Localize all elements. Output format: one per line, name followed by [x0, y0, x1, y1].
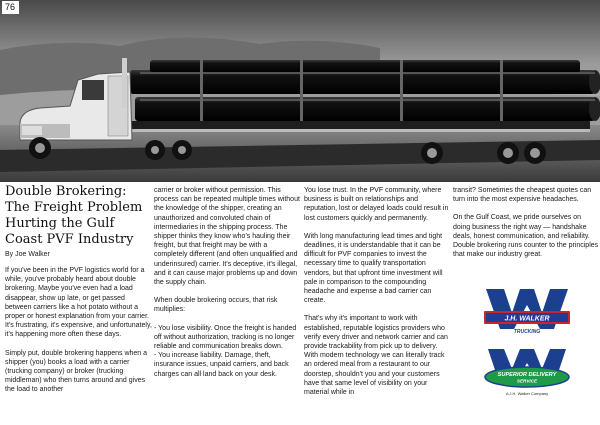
walker-logo-text: J.H. WALKER	[504, 315, 550, 323]
paragraph: That's why it's important to work with established, reputable logistics providers who verify every driver and network carrier and can provide trackability from pick up to delivery. With modern technology we can literally track an ordered meal from a restaurant to our doorstep, shouldn't you and your customers have that same level of visibility on your material while in	[304, 315, 448, 397]
superior-logo-caption: A J.H. Walker Company	[505, 391, 549, 396]
jh-walker-trucking-logo	[484, 289, 570, 335]
paragraph: On the Gulf Coast, we pride ourselves on doing business the right way — handshake deals, honest communication, and reliability. Double brokering runs counter to the principles that make our industry great.	[453, 214, 599, 259]
article-column-3	[304, 186, 451, 406]
superior-delivery-logo	[485, 349, 569, 396]
superior-logo-text: SUPERIOR DELIVERY	[497, 372, 557, 378]
walker-logos-svg	[482, 285, 572, 420]
paragraph: transit? Sometimes the cheapest quotes can turn into the most expensive headaches.	[453, 187, 592, 204]
paragraph: - You lose visibility. Once the freight is handed off without authorization, tracking is no longer reliable and communication breaks down. - You increase liability. Damage, theft, insurance issues, unpaid carriers, and back charges can all land back on your desk.	[154, 324, 297, 378]
paragraph: With long manufacturing lead times and tight deadlines, it is understandable that it can be difficult for PVF companies to invest the necessary time to qualify transportation vendors, but that upfront time investment will pale in comparison to the compounding headache and expense a bad carrier can create.	[304, 232, 443, 305]
paragraph: carrier or broker without permission. This process can be repeated multiple times without the knowledge of the shipper, creating an unauthorized and convoluted chain of intermediaries in the shipping process. The shipper thinks they know who's hauling their freight, but that freight may be with a completely different (and often unqualified and underinsured) carrier. It's deceptive, it's illegal, and it can cause major problems up and down the supply chain.	[154, 187, 300, 287]
article-column-1	[5, 266, 152, 404]
article-title: Double Brokering: The Freight Problem Hurting the Gulf Coast PVF Industry	[5, 184, 143, 247]
paragraph: If you've been in the PVF logistics world for a while, you've probably heard about double brokering. Maybe you've even had a load disappear, show up late, or get passed between carriers like a hot potato without a proper or honest explanation from your carrier. It's frustrating, it's expensive, and unfortunately, it's happening more often these days.	[5, 267, 152, 339]
superior-logo-subtext: SERVICE	[516, 378, 538, 384]
article-column-2	[154, 186, 301, 388]
truck-illustration	[0, 0, 600, 182]
article-byline: By Joe Walker	[5, 251, 50, 258]
paragraph: Simply put, double brokering happens when a shipper (you) books a load with a carrier (trucking company) or broker (trucking middleman) who then turns around and gives the load to another	[5, 349, 148, 394]
page-number: 76	[2, 1, 19, 14]
paragraph: When double brokering occurs, that risk multiplies:	[154, 297, 278, 314]
hero-photo-truck	[0, 0, 600, 182]
paragraph: You lose trust. In the PVF community, where business is built on relationships and reputation, lost or delayed loads could result in lost customers quickly and permanently.	[304, 187, 449, 222]
article-column-4	[453, 186, 600, 268]
company-logos	[482, 285, 572, 420]
walker-logo-subtext: TRUCKING	[513, 329, 541, 335]
pipe-load	[130, 60, 600, 122]
